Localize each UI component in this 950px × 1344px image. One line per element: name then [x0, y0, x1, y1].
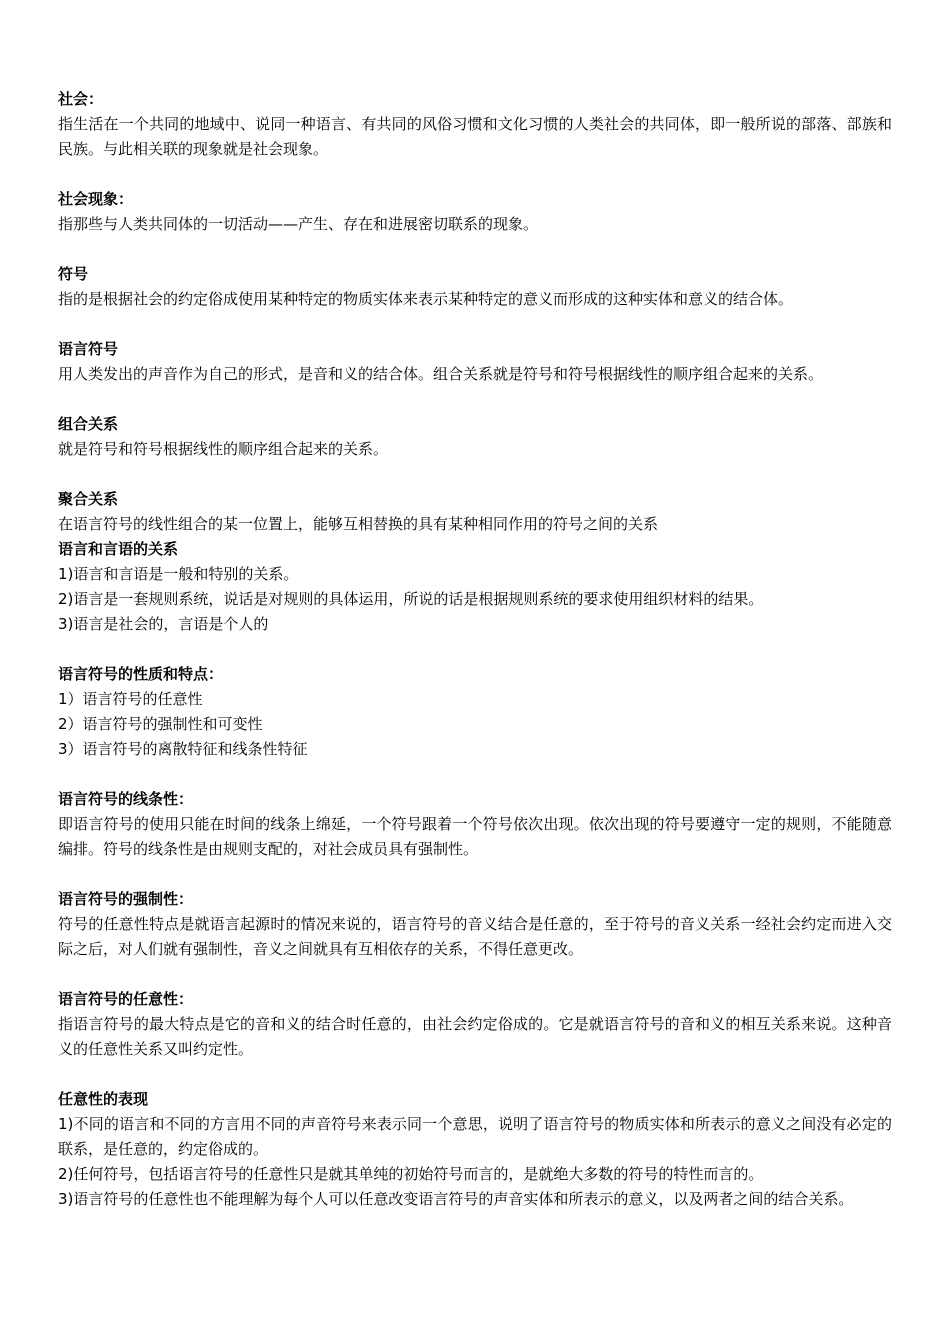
section-text: 即语言符号的使用只能在时间的线条上绵延，一个符号跟着一个符号依次出现。依次出现的符号要遵守一定的规则，不能随意编排。符号的线条性是由规则支配的，对社会成员具有强制性。	[58, 815, 892, 858]
section-heading: 语言符号的性质和特点：	[58, 665, 224, 683]
section-arbitrariness-manifestations	[58, 1087, 892, 1212]
list-item: 1)不同的语言和不同的方言用不同的声音符号来表示同一个意思，说明了语言符号的物质实体和所表示的意义之间没有必定的联系，是任意的，约定俗成的。	[58, 1115, 892, 1158]
list-item: 1)语言和言语是一般和特别的关系。	[58, 565, 299, 583]
section-heading: 语言符号的任意性：	[58, 990, 194, 1008]
list-item: 3)语言符号的任意性也不能理解为每个人可以任意改变语言符号的声音实体和所表示的意义，以及两者之间的结合关系。	[58, 1190, 854, 1208]
section-text: 指语言符号的最大特点是它的音和义的结合时任意的，由社会约定俗成的。它是就语言符号的音和义的相互关系来说。这种音义的任意性关系又叫约定性。	[58, 1015, 892, 1058]
section-text: 就是符号和符号根据线性的顺序组合起来的关系。	[58, 440, 389, 458]
section-heading: 聚合关系	[58, 490, 119, 508]
section-text: 指生活在一个共同的地域中、说同一种语言、有共同的风俗习惯和文化习惯的人类社会的共同体，即一般所说的部落、部族和民族。与此相关联的现象就是社会现象。	[58, 115, 892, 158]
list-item: 2）语言符号的强制性和可变性	[58, 715, 263, 733]
section-heading: 语言符号的强制性：	[58, 890, 194, 908]
section-text: 符号的任意性特点是就语言起源时的情况来说的，语言符号的音义结合是任意的，至于符号的音义关系一经社会约定而进入交际之后，对人们就有强制性，音义之间就具有互相依存的关系，不得任意更改。	[58, 915, 892, 958]
section-linearity	[58, 787, 892, 862]
list-item: 2)语言是一套规则系统，说话是对规则的具体运用，所说的话是根据规则系统的要求使用组织材料的结果。	[58, 590, 764, 608]
section-symbol-properties	[58, 662, 892, 762]
section-heading: 组合关系	[58, 415, 119, 433]
section-syntagmatic-relation	[58, 412, 892, 462]
section-language-speech-relation	[58, 537, 892, 637]
section-heading: 语言符号的线条性：	[58, 790, 194, 808]
section-heading: 社会现象：	[58, 190, 134, 208]
section-social-phenomenon	[58, 187, 892, 237]
section-heading: 符号	[58, 265, 89, 283]
section-text: 指的是根据社会的约定俗成使用某种特定的物质实体来表示某种特定的意义而形成的这种实体和意义的结合体。	[58, 290, 794, 308]
list-item: 2)任何符号，包括语言符号的任意性只是就其单纯的初始符号而言的，是就绝大多数的符号的特性而言的。	[58, 1165, 764, 1183]
section-compulsoriness	[58, 887, 892, 962]
list-item: 1）语言符号的任意性	[58, 690, 203, 708]
list-item: 3)语言是社会的，言语是个人的	[58, 615, 269, 633]
section-arbitrariness	[58, 987, 892, 1062]
section-linguistic-symbol	[58, 337, 892, 387]
section-paradigmatic-relation	[58, 487, 892, 537]
section-heading: 任意性的表现	[58, 1090, 149, 1108]
list-item: 3）语言符号的离散特征和线条性特征	[58, 740, 308, 758]
section-text: 在语言符号的线性组合的某一位置上，能够互相替换的具有某种相同作用的符号之间的关系	[58, 515, 659, 533]
section-heading: 语言和言语的关系	[58, 540, 179, 558]
section-heading: 社会：	[58, 90, 104, 108]
section-symbol	[58, 262, 892, 312]
section-society	[58, 87, 892, 162]
section-text: 用人类发出的声音作为自己的形式，是音和义的结合体。组合关系就是符号和符号根据线性的顺序组合起来的关系。	[58, 365, 824, 383]
section-heading: 语言符号	[58, 340, 119, 358]
section-text: 指那些与人类共同体的一切活动——产生、存在和进展密切联系的现象。	[58, 215, 539, 233]
